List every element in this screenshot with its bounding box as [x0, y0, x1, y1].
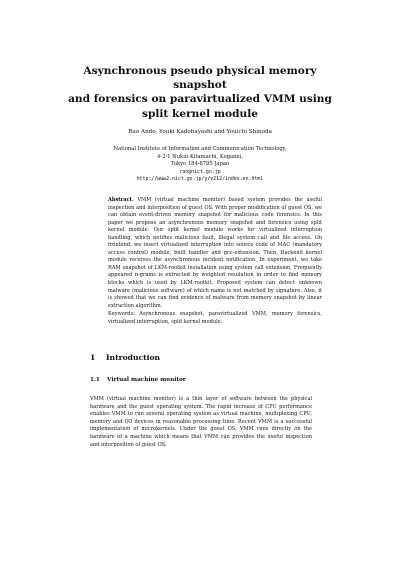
- section-title: Introduction: [106, 353, 161, 362]
- section-number: 1: [90, 353, 96, 362]
- section-heading: [90, 353, 160, 362]
- keywords-text: Asynchronous snapshot, paravirtualized VMM, memory forensics, virtualized interruption, split kernel module.: [108, 311, 322, 325]
- abstract-text: VMM (virtual machine monitor) based system provides the useful inspection and interposition of guest OS. With proper modification of guest OS, we can obtain event-driven memory snapshot for malicious code forensics. In this paper we propose an asynchronous memory snapshot and forensics using split kernel module. Our split kernel module works for virtualized interruption handling, which notifies malicious fault, illegal system call and file access. On frontend, we insert virtualized interruption into source code of MAC (mandatory access control) module, built handler and gcc-extension. Then, Backend kernel module receives the asynchronous incident notification. In experiment, we take RAM snapshot of LKM-rootkit installation using system call extension, Frequently appeared n-grams is extracted by weighted resolution in order to find memory blocks which is used by LKM-rootkit. Proposed system can detect unknown malware (malicious software) of which name is not matched by signature. Also, it is showed that we can find evidence of malware from memory snapshot by linear extraction algorithm.: [108, 197, 322, 309]
- affiliation-line: Tokyo 184-8795 Japan: [170, 161, 230, 168]
- affiliation-block: [60, 146, 340, 184]
- subsection-title: Virtual machine monitor: [107, 377, 186, 383]
- subsection-number: 1.1: [90, 377, 100, 383]
- abstract-label: Abstract.: [108, 197, 134, 203]
- subsection-heading: [90, 377, 186, 383]
- keywords-label: Keywords:: [108, 311, 135, 317]
- body-paragraph: VMM (virtual machine monitor) is a thin layer of software between the physical hardware and the guest operating system. The rapid increase of CPU performance enables VMM to run several operating system as virtual machine, multiplexing CPU, memory and I/O devices in reasonable processing time. Recent VMM is a successful implementation of microkernels. Under the guest OS, VMM runs directly on the hardware of a machine which means that VMM can provides the useful inspection and interposition of guest OS.: [90, 396, 312, 448]
- affiliation-line: 4-2-1 Nukui-Kitamachi, Koganei,: [157, 153, 243, 160]
- title-line: Asynchronous pseudo physical memory snapshot: [83, 65, 317, 92]
- author-url: http://www2.nict.go.jp/y/y212/index.en.html: [136, 176, 264, 183]
- paper-title: [60, 64, 340, 121]
- abstract: [108, 197, 322, 310]
- affiliation-line: National Institute of Information and Communication Technology,: [113, 146, 287, 152]
- title-line: split kernel module: [142, 107, 258, 120]
- author-list: Ruo Ando, Youki Kadobayashi and Youichi Shinoda: [128, 129, 272, 135]
- keywords: [108, 311, 322, 326]
- title-line: and forensics on paravirtualized VMM using: [68, 93, 332, 106]
- author-email: ruo@nict.go.jp: [179, 168, 221, 175]
